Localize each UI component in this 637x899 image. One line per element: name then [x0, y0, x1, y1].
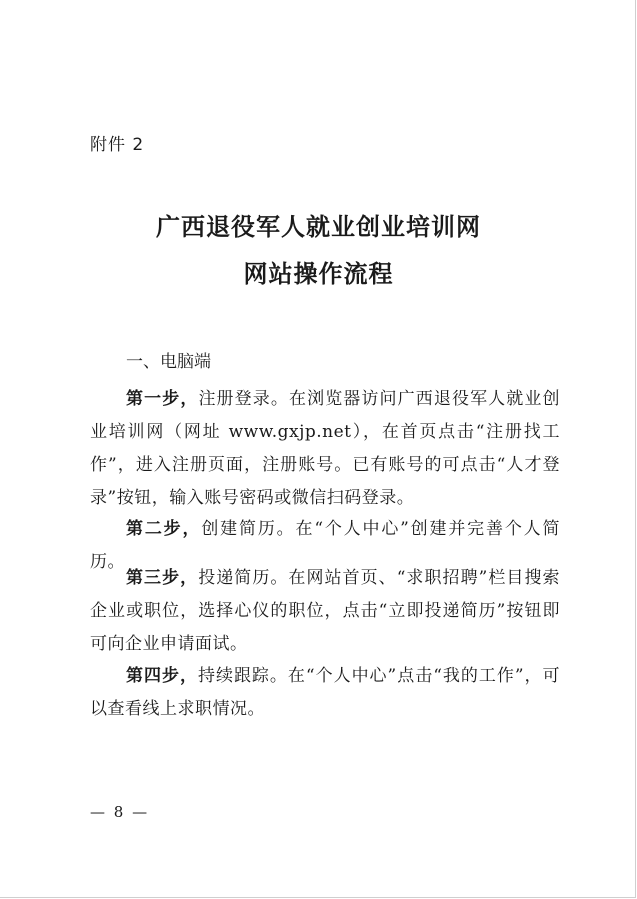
step-text-3: 投递简历。在网站首页、“求职招聘”栏目搜索企业或职位，选择心仪的职位，点击“立即投递简历”按钮即可向企业申请面试。 [90, 568, 560, 654]
step-label-4: 第四步， [126, 666, 198, 686]
document-title-line2: 网站操作流程 [243, 260, 394, 288]
document-title-line1: 广西退役军人就业创业培训网 [156, 213, 481, 241]
step-text-1: 注册登录。在浏览器访问广西退役军人就业创业培训网（网址 www.gxjp.net），在首页点击“注册找工作”，进入注册页面，注册账号。已有账号的可点击“人才登录”按钮，输入账号密码或微信扫码登录。 [90, 389, 561, 508]
page-number: — 8 — [90, 803, 150, 821]
step-label-3: 第三步， [126, 568, 199, 588]
step-paragraph-3 [90, 562, 560, 661]
step-label-1: 第一步， [126, 389, 199, 409]
step-paragraph-4 [90, 660, 560, 726]
step-text-2: 创建简历。在“个人中心”创建并完善个人简历。 [90, 519, 560, 572]
step-label-2: 第二步， [126, 519, 202, 539]
section-heading: 一、电脑端 [126, 352, 211, 372]
attachment-label: 附件 2 [90, 135, 145, 155]
step-paragraph-1 [90, 383, 560, 515]
step-text-4: 持续跟踪。在“个人中心”点击“我的工作”，可以查看线上求职情况。 [90, 666, 561, 719]
